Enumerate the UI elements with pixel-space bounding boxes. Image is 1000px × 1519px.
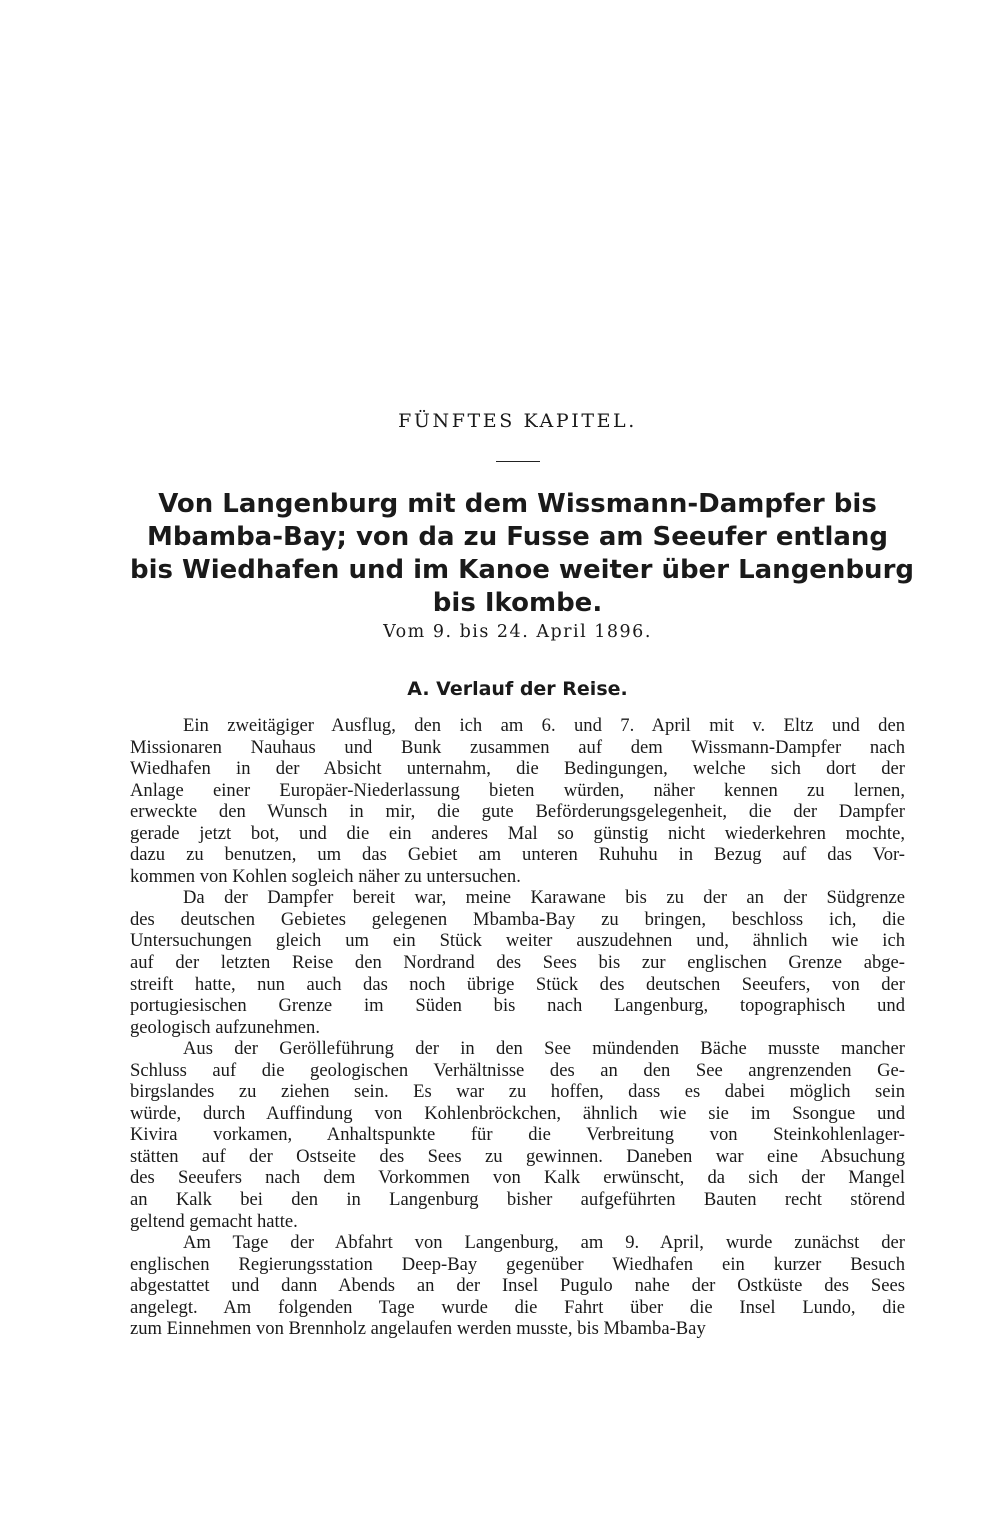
text-line: birgslandes zu ziehen sein. Es war zu hoffen, dass es dabei möglich sein [130, 1081, 905, 1103]
body-text [130, 715, 905, 1340]
text-line: stätten auf der Ostseite des Sees zu gewinnen. Daneben war eine Absuchung [130, 1145, 905, 1167]
paragraph [130, 887, 905, 1038]
text-line: auf der letzten Reise den Nordrand des Sees bis zur englischen Grenze abge- [130, 952, 905, 974]
chapter-title-line: Mbamba-Bay; von da zu Fusse am Seeufer entlang [146, 522, 889, 552]
text-line: an Kalk bei den in Langenburg bisher aufgeführten Bauten recht störend [130, 1189, 905, 1211]
paragraph [130, 1038, 905, 1232]
text-line: Ein zweitägiger Ausflug, den ich am 6. und 7. April mit v. Eltz und den [183, 715, 905, 736]
chapter-title-line: Von Langenburg mit dem Wissmann-Dampfer bis [158, 489, 877, 519]
paragraph [130, 1232, 905, 1340]
text-line: kommen von Kohlen sogleich näher zu untersuchen. [130, 865, 521, 887]
chapter-title [130, 488, 914, 620]
text-line: abgestattet und dann Abends an der Insel Pugulo nahe der Ostküste des Sees [130, 1275, 905, 1297]
text-line: Schluss auf die geologischen Verhältnisse des an den See angrenzenden Ge- [130, 1059, 905, 1081]
text-line: Untersuchungen gleich um ein Stück weiter auszudehnen und, ähnlich wie ich [130, 930, 905, 952]
text-line: des Seeufers nach dem Vorkommen von Kalk erwünscht, da sich der Mangel [130, 1167, 905, 1189]
text-line: würde, durch Auffindung von Kohlenbröckchen, ähnlich wie sie im Ssongue und [130, 1102, 905, 1124]
text-line: des deutschen Gebietes gelegenen Mbamba-Bay zu bringen, beschloss ich, die [130, 908, 905, 930]
book-page [130, 0, 914, 1519]
chapter-title-line: bis Wiedhafen und im Kanoe weiter über Langenburg [130, 555, 914, 585]
paragraph [130, 715, 905, 887]
text-line: portugiesischen Grenze im Süden bis nach Langenburg, topographisch und [130, 995, 905, 1017]
text-line: Anlage einer Europäer-Niederlassung bieten würden, näher kennen zu lernen, [130, 779, 905, 801]
text-line: Am Tage der Abfahrt von Langenburg, am 9. April, wurde zunächst der [183, 1232, 905, 1254]
text-line: angelegt. Am folgenden Tage wurde die Fahrt über die Insel Lundo, die [130, 1296, 905, 1318]
text-line: gerade jetzt bot, und die ein anderes Mal so günstig nicht wiederkehren mochte, [130, 822, 905, 844]
chapter-title-line: bis Ikombe. [432, 588, 603, 618]
text-line: Wiedhafen in der Absicht unternahm, die Bedingungen, welche sich dort der [130, 758, 905, 780]
text-line: zum Einnehmen von Brennholz angelaufen werden musste, bis Mbamba-Bay [130, 1318, 706, 1340]
text-line: dazu zu benutzen, um das Gebiet am unteren Ruhuhu in Bezug auf das Vor- [130, 844, 905, 866]
section-heading: A. Verlauf der Reise. [407, 678, 628, 700]
text-line: Missionaren Nauhaus und Bunk zusammen auf dem Wissmann-Dampfer nach [130, 736, 905, 758]
text-line: englischen Regierungsstation Deep-Bay gegenüber Wiedhafen ein kurzer Besuch [130, 1253, 905, 1275]
chapter-divider-rule [496, 461, 540, 462]
date-range: Vom 9. bis 24. April 1896. [383, 622, 652, 642]
text-line: geltend gemacht hatte. [130, 1210, 298, 1232]
chapter-label: FÜNFTES KAPITEL. [398, 410, 637, 432]
text-line: streift hatte, nun auch das noch übrige Stück des deutschen Seeufers, von der [130, 973, 905, 995]
text-line: Kivira vorkamen, Anhaltspunkte für die Verbreitung von Steinkohlenlager- [130, 1124, 905, 1146]
text-line: geologisch aufzunehmen. [130, 1016, 321, 1038]
text-line: Da der Dampfer bereit war, meine Karawane bis zu der an der Südgrenze [183, 887, 905, 909]
text-line: Aus der Gerölleführung der in den See mündenden Bäche musste mancher [183, 1038, 905, 1060]
text-line: erweckte den Wunsch in mir, die gute Beförderungsgelegenheit, die der Dampfer [130, 801, 905, 823]
